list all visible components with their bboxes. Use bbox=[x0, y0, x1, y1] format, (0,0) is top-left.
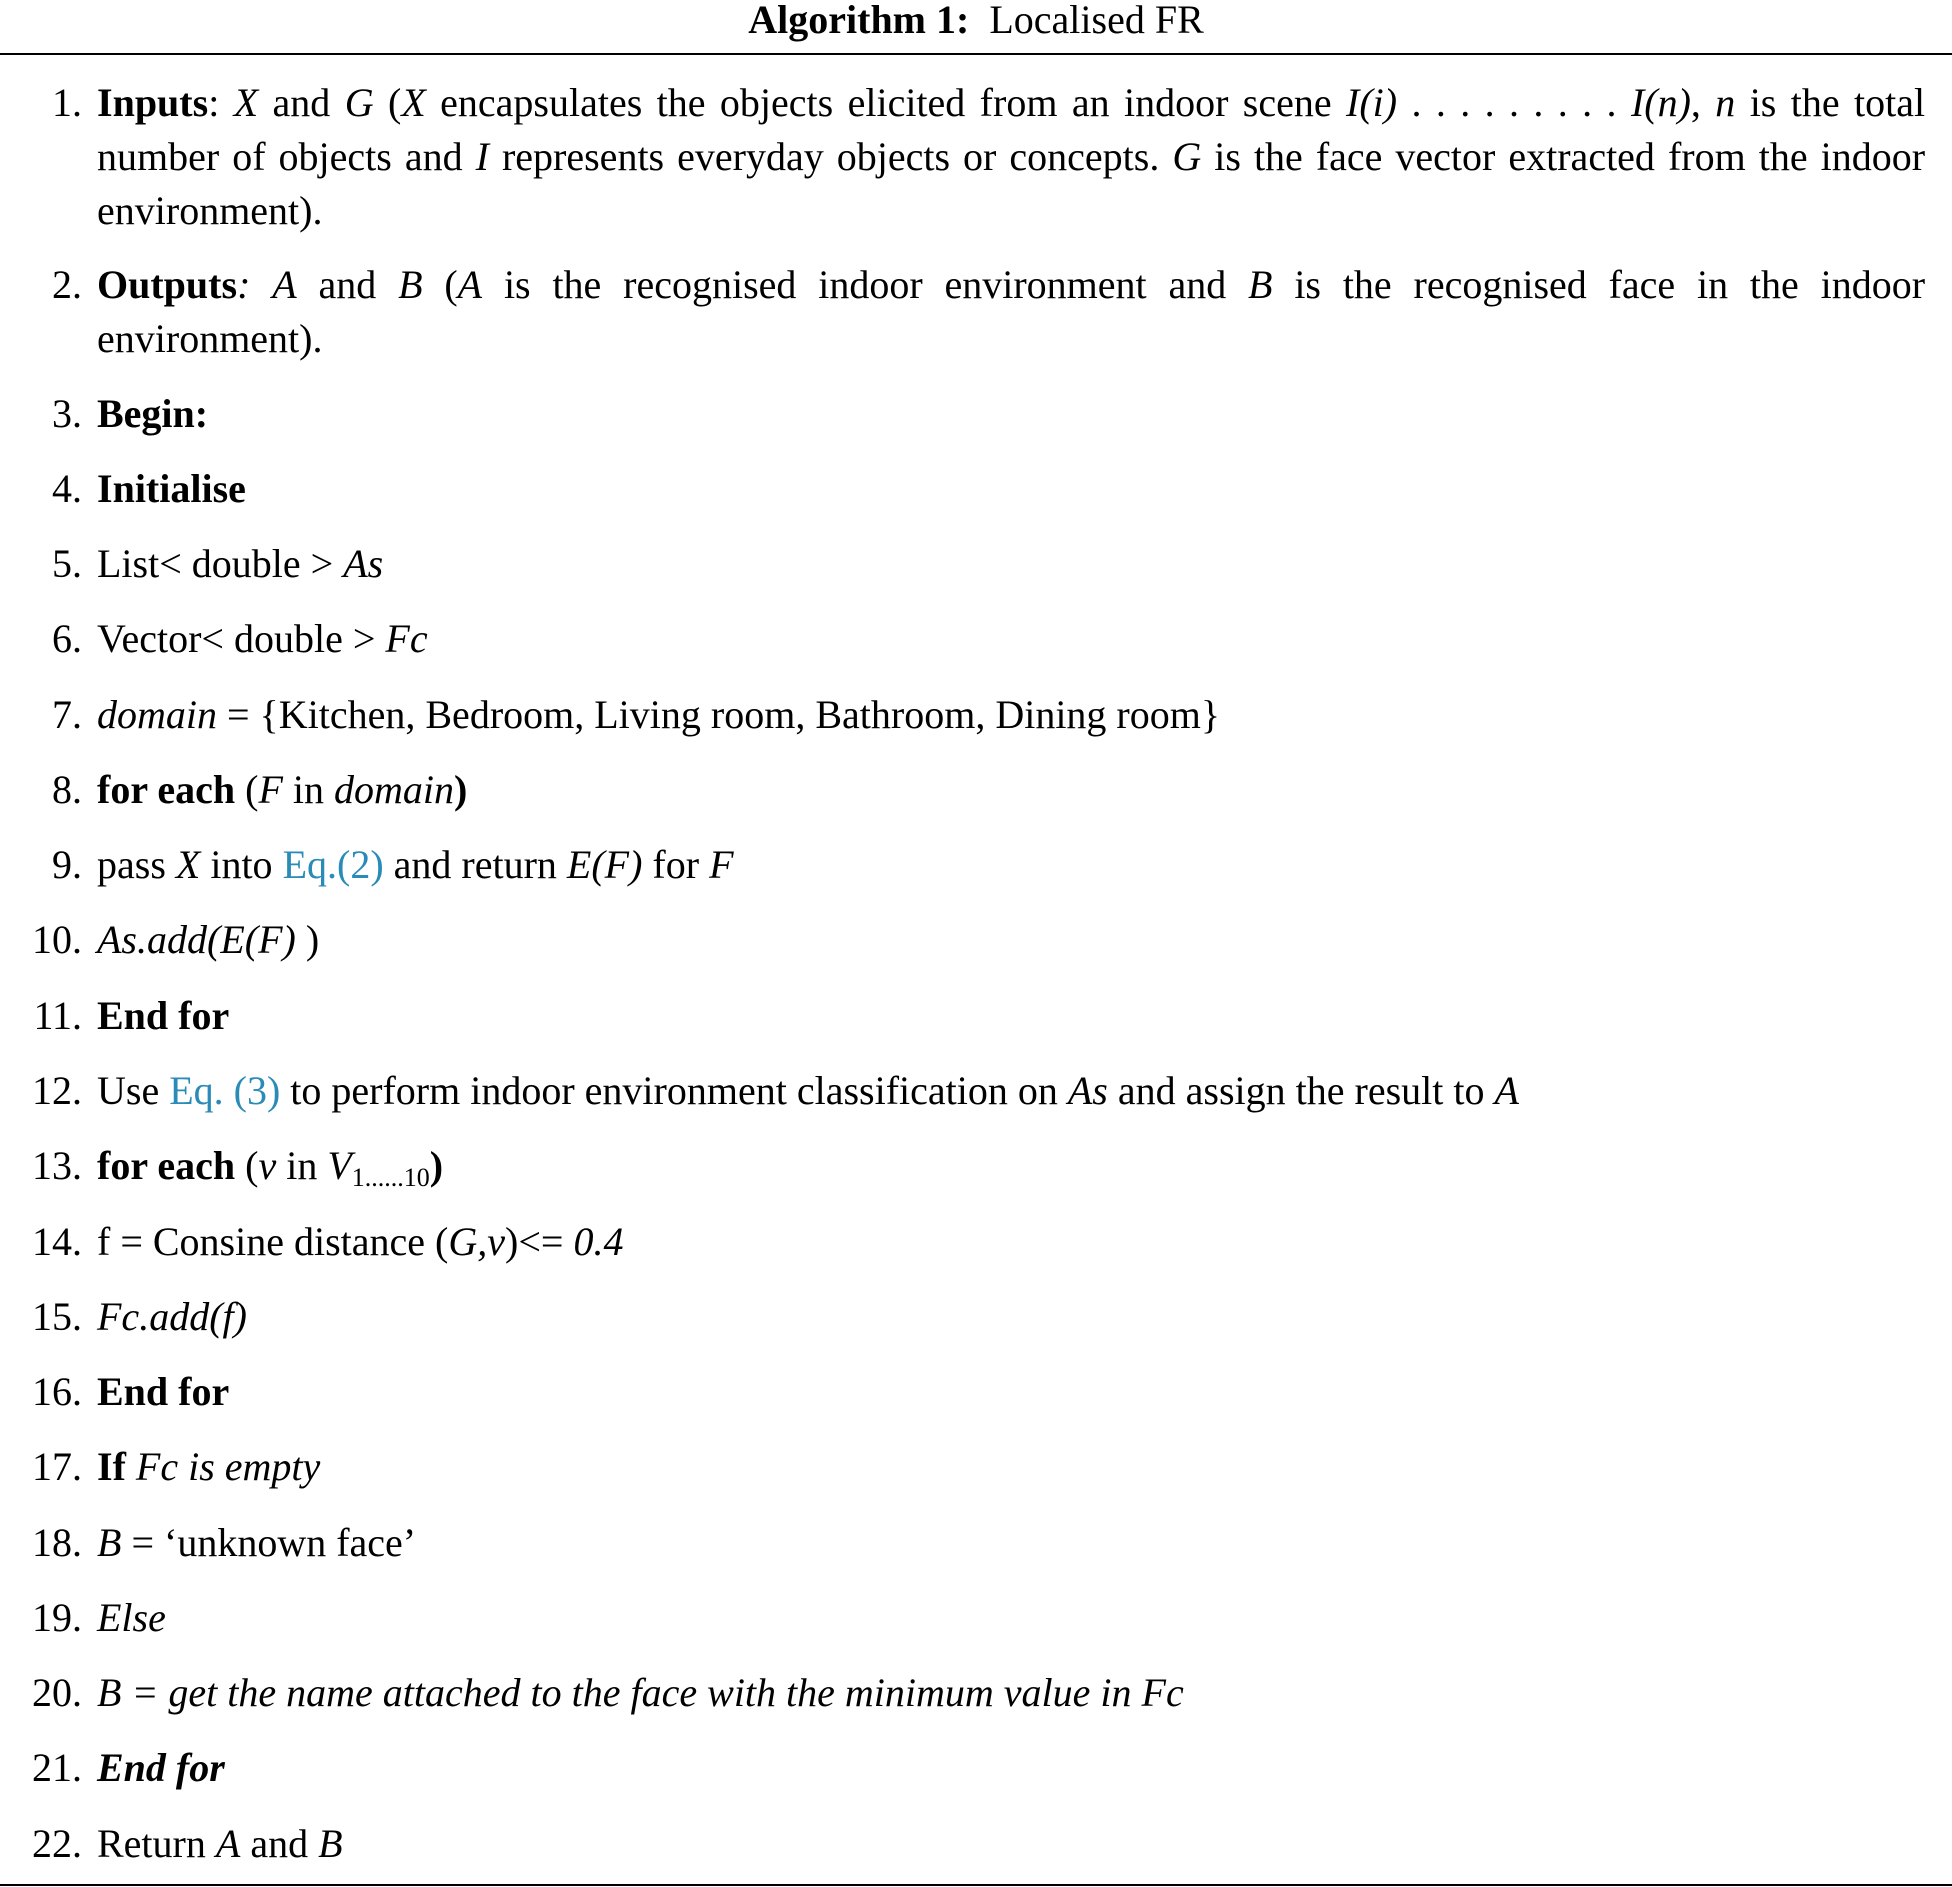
step-number: 20. bbox=[32, 1670, 82, 1715]
step-number: 10. bbox=[32, 917, 82, 962]
step-number: 14. bbox=[32, 1219, 82, 1264]
step-text: Inputs: X and G (X encapsulates the objects elicited from an indoor scene I(i) . . . . . . . . . I(n), n is the total number of objects and I represents everyday objects or concepts. G is the face vector extracted from the indoor environment). bbox=[97, 80, 1926, 233]
step-number: 1. bbox=[52, 80, 82, 125]
step-number: 7. bbox=[52, 692, 82, 737]
step-text: Vector< double > Fc bbox=[97, 616, 428, 661]
step-number: 15. bbox=[32, 1294, 82, 1339]
step-number: 12. bbox=[32, 1068, 82, 1113]
step-text: Outputs: A and B (A is the recognised indoor environment and B is the recognised face in the indoor environment). bbox=[97, 262, 1926, 361]
step-text: Else bbox=[97, 1595, 166, 1640]
step-number: 19. bbox=[32, 1595, 82, 1640]
step-text: pass X into Eq.(2) and return E(F) for F bbox=[97, 842, 734, 887]
step-text: domain = {Kitchen, Bedroom, Living room, Bathroom, Dining room} bbox=[97, 692, 1221, 737]
step-number: 2. bbox=[52, 262, 82, 307]
step-number: 8. bbox=[52, 767, 82, 812]
step-number: 11. bbox=[33, 993, 82, 1038]
step-text: End for bbox=[97, 1369, 230, 1414]
equation-link[interactable]: Eq.(2) bbox=[282, 842, 384, 887]
algorithm-title bbox=[0, 0, 1952, 52]
step-number: 22. bbox=[32, 1821, 82, 1866]
step-number: 21. bbox=[32, 1745, 82, 1790]
step-text: for each (F in domain) bbox=[97, 767, 468, 812]
step-number: 9. bbox=[52, 842, 82, 887]
step-text: End for bbox=[97, 1745, 225, 1790]
step-number: 6. bbox=[52, 616, 82, 661]
step-text: As.add(E(F) ) bbox=[97, 917, 320, 962]
bottom-rule bbox=[0, 1884, 1952, 1886]
step-text: f = Consine distance (G,v)<= 0.4 bbox=[97, 1219, 624, 1264]
algorithm-label: Algorithm 1: bbox=[748, 0, 970, 42]
step-number: 17. bbox=[32, 1444, 82, 1489]
step-text: B = ‘unknown face’ bbox=[97, 1520, 417, 1565]
step-text: End for bbox=[97, 993, 230, 1038]
step-text: List< double > As bbox=[97, 541, 384, 586]
step-number: 13. bbox=[32, 1143, 82, 1188]
equation-link[interactable]: Eq. (3) bbox=[169, 1068, 281, 1113]
step-number: 4. bbox=[52, 466, 82, 511]
step-text: Return A and B bbox=[97, 1821, 343, 1866]
top-rule bbox=[0, 53, 1952, 55]
algorithm-name: Localised FR bbox=[989, 0, 1204, 42]
step-number: 5. bbox=[52, 541, 82, 586]
step-number: 18. bbox=[32, 1520, 82, 1565]
step-number: 16. bbox=[32, 1369, 82, 1414]
step-number: 3. bbox=[52, 391, 82, 436]
step-text: B = get the name attached to the face with the minimum value in Fc bbox=[97, 1670, 1184, 1715]
step-text: for each (v in $V_{1......10}$) bbox=[97, 1143, 444, 1192]
step-text: Fc.add(f) bbox=[97, 1294, 247, 1339]
step-text: Initialise bbox=[97, 466, 246, 511]
step-text: Use Eq. (3) to perform indoor environment classification on As and assign the result to A bbox=[97, 1068, 1519, 1113]
step-text: If Fc is empty bbox=[97, 1444, 321, 1489]
step-text: Begin: bbox=[97, 391, 209, 436]
